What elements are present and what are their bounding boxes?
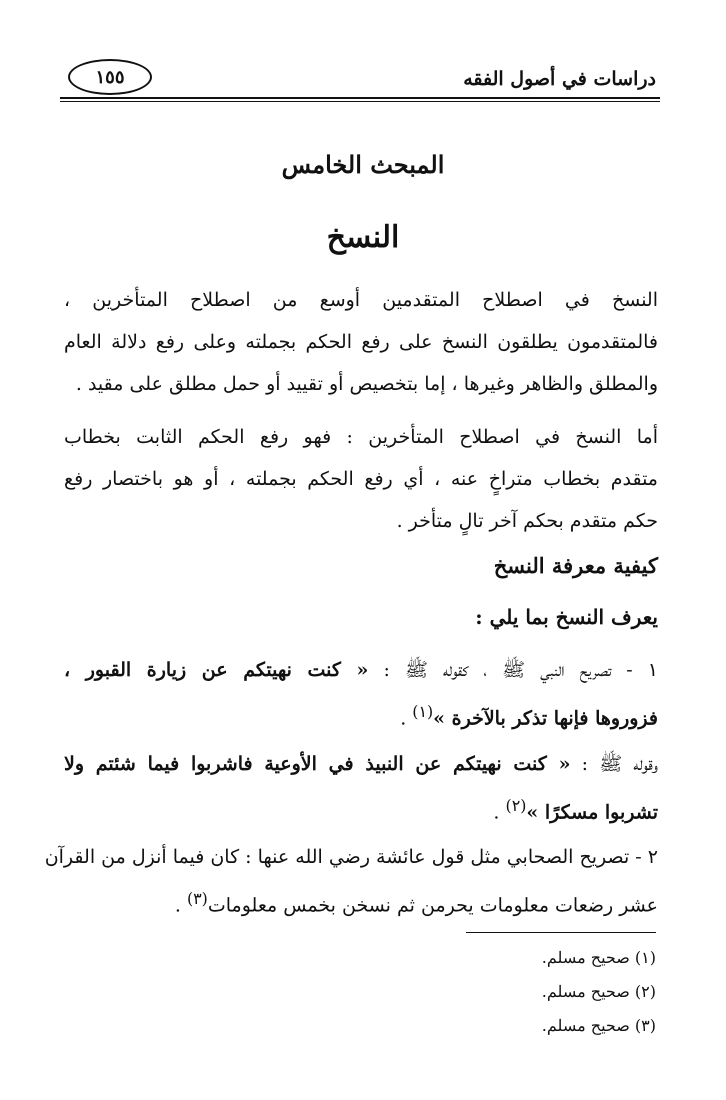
paragraph-1-line-3: والمطلق والظاهر وغيرها ، إما بتخصيص أو تقييد أو حمل مطلق على مقيد .: [75, 373, 658, 395]
item-2-line-1: ٢ - تصريح الصحابي مثل قول عائشة رضي الله عنها : كان فيما أنزل من القرآن: [44, 846, 658, 868]
footnote-ref-2: (٢): [505, 796, 527, 815]
running-title: دراسات في أصول الفقه: [463, 68, 656, 90]
item-1-quote-1: « كنت نهيتكم عن زيارة القبور ،: [64, 659, 369, 681]
chapter-heading: النسخ: [326, 220, 400, 255]
item-2-line-2: [64, 885, 658, 919]
page-number-text: ١٥٥: [95, 66, 125, 88]
item-1b-quote-2: تشربوا مسكرًا »: [526, 801, 658, 824]
item-2-text: عشر رضعات معلومات يحرمن ثم نسخن بخمس معلومات: [207, 894, 658, 917]
page-number: [68, 59, 152, 95]
item-1b-line-2: [64, 792, 658, 826]
footnote-3: (٣) صحيح مسلم.: [541, 1016, 656, 1035]
subheading-known-by: يعرف النسخ بما يلي :: [475, 605, 658, 629]
footnote-separator: [466, 932, 656, 933]
page-header: [60, 54, 660, 102]
item-1b-end: .: [493, 801, 506, 824]
item-1b-line-1: [64, 750, 658, 778]
item-1-line-2: [64, 698, 658, 732]
item-1-lead: ١ - تصريح النبي ﷺ ، كقوله ﷺ :: [368, 659, 658, 681]
subheading-how-to-know: كيفية معرفة النسخ: [493, 553, 658, 578]
item-1-line-1: [64, 656, 658, 684]
footnote-1: (١) صحيح مسلم.: [541, 948, 656, 967]
item-1-end: .: [400, 707, 413, 730]
paragraph-2-line-1: أما النسخ في اصطلاح المتأخرين : فهو رفع الحكم الثابت بخطاب: [64, 426, 658, 448]
footnote-ref-1: (١): [412, 702, 434, 721]
paragraph-2-line-2: متقدم بخطاب متراخٍ عنه ، أي رفع الحكم بجملته ، أو هو باختصار رفع: [64, 468, 658, 490]
paragraph-1-line-2: فالمتقدمون يطلقون النسخ على رفع الحكم بجملته وعلى رفع دلالة العام: [64, 331, 658, 353]
section-heading: المبحث الخامس: [281, 150, 445, 179]
paragraph-1-line-1: النسخ في اصطلاح المتقدمين أوسع من اصطلاح المتأخرين ،: [64, 289, 658, 311]
header-rule: [60, 97, 660, 99]
item-1-quote-2: فزوروها فإنها تذكر بالآخرة »: [433, 707, 658, 730]
paragraph-2-line-3: حكم متقدم بحكم آخر تالٍ متأخر .: [396, 510, 658, 532]
footnote-ref-3: (٣): [186, 889, 208, 908]
item-2-end: .: [174, 894, 187, 917]
item-1b-lead: وقوله ﷺ :: [570, 753, 659, 775]
footnote-2: (٢) صحيح مسلم.: [541, 982, 656, 1001]
header-rule-thin: [60, 101, 660, 102]
item-1b-quote-1: « كنت نهيتكم عن النبيذ في الأوعية فاشربوا فيما شئتم ولا: [64, 753, 571, 775]
